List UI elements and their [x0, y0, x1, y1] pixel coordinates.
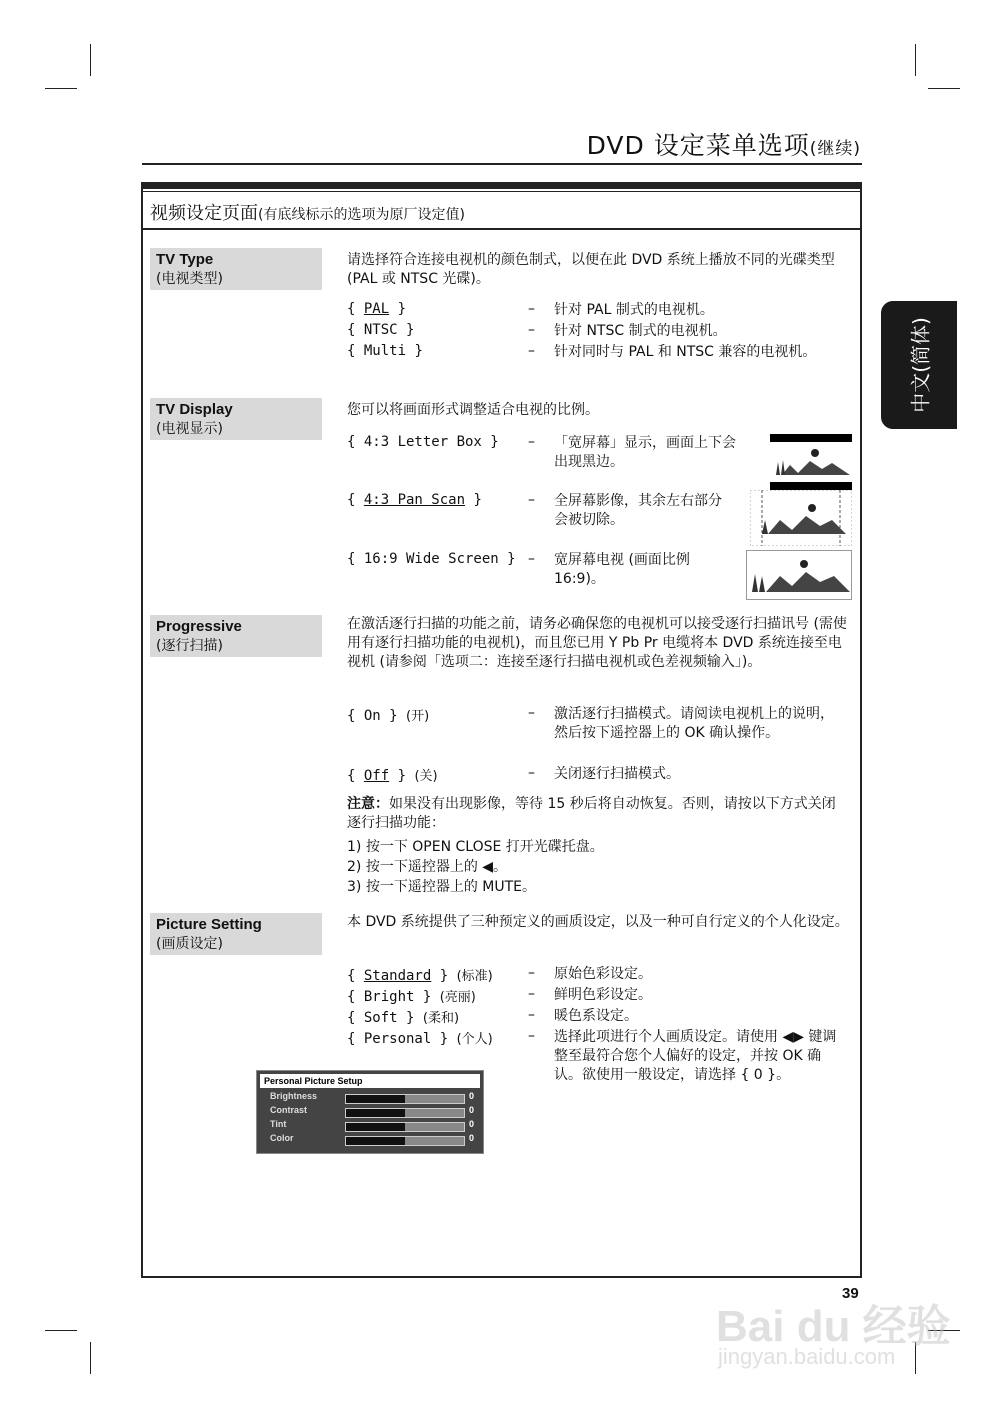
tv-display-option-letterbox-desc: 「宽屏幕」显示，画面上下会出现黑边。: [554, 435, 736, 470]
dash: –: [528, 492, 535, 508]
progressive-option-off: { Off } (关): [347, 768, 438, 784]
panel-row-value: 0: [469, 1105, 475, 1115]
level-fill: [346, 1109, 405, 1117]
picture-setting-label-cn: (画质设定): [156, 936, 223, 952]
personal-picture-setup-panel: [256, 1070, 484, 1154]
tv-type-option-multi: { Multi }: [347, 343, 423, 359]
dash: –: [528, 765, 535, 781]
dash: –: [528, 343, 535, 359]
dash: –: [528, 301, 535, 317]
page-number: 39: [842, 1285, 859, 1302]
dash: –: [528, 1007, 535, 1023]
level-fill: [346, 1137, 405, 1145]
level-bar: [345, 1094, 465, 1104]
section-subtitle: (有底线标示的选项为原厂设定值): [258, 207, 465, 223]
picture-setting-description: 本 DVD 系统提供了三种预定义的画质设定，以及一种可自行定义的个人化设定。: [347, 914, 849, 930]
frame-top-bar: [143, 184, 860, 189]
picture-option-standard-desc: 原始色彩设定。: [554, 966, 652, 982]
crop-mark: [45, 88, 77, 89]
picture-option-personal-desc: 选择此项进行个人画质设定。请使用 ◀▶ 键调整至最符合您个人偏好的设定，并按 OK 确认。欲使用一般设定，请选择 { 0 }。: [554, 1029, 837, 1083]
step-item: 2) 按一下遥控器上的 ◀。: [347, 859, 508, 875]
language-tab: [881, 301, 957, 429]
panel-row-label: Contrast: [270, 1105, 308, 1115]
level-bar: [345, 1108, 465, 1118]
crop-mark: [45, 1330, 77, 1331]
tv-type-option-pal-desc: 针对 PAL 制式的电视机。: [554, 302, 714, 318]
progressive-note: [347, 795, 847, 833]
progressive-option-on-desc: 激活逐行扫描模式。请阅读电视机上的说明，然后按下遥控器上的 OK 确认操作。: [554, 706, 834, 741]
letterbox-illustration: [770, 432, 852, 492]
watermark-brand: Bai du 经验: [716, 1302, 951, 1351]
tv-type-option-ntsc: { NTSC }: [347, 322, 415, 338]
level-bar: [345, 1122, 465, 1132]
dash: –: [528, 986, 535, 1002]
page-title-main: DVD 设定菜单选项: [586, 131, 810, 160]
progressive-option-on: { On } (开): [347, 708, 430, 724]
watermark-url: jingyan.baidu.com: [718, 1344, 896, 1369]
panel-row-brightness: [257, 1091, 483, 1105]
picture-setting-label-en: Picture Setting: [156, 916, 262, 933]
tv-display-option-panscan: { 4:3 Pan Scan }: [347, 492, 482, 508]
picture-setting-label: [150, 913, 322, 955]
panscan-illustration: [750, 490, 852, 546]
panel-row-value: 0: [469, 1091, 475, 1101]
tv-display-label-cn: (电视显示): [156, 421, 223, 437]
progressive-description: 在激活逐行扫描的功能之前，请务必确保您的电视机可以接受逐行扫描讯号 (需使用有逐行扫描功能的电视机)，而且您已用 Y Pb Pr 电缆将本 DVD 系统连接至电视机 (请参阅「选项二：连接至逐行扫描电视机或色差视频输入」)。: [347, 616, 847, 670]
picture-option-bright: { Bright } (亮丽): [347, 989, 476, 1005]
picture-option-personal: { Personal } (个人): [347, 1031, 493, 1047]
progressive-steps: [347, 837, 604, 897]
tv-display-label-en: TV Display: [156, 401, 233, 418]
level-bar: [345, 1136, 465, 1146]
panel-row-value: 0: [469, 1119, 475, 1129]
language-tab-label: 中文(简体): [908, 317, 933, 413]
tv-type-option-multi-desc: 针对同时与 PAL 和 NTSC 兼容的电视机。: [554, 344, 817, 360]
crop-mark: [90, 44, 91, 76]
panel-row-label: Tint: [270, 1119, 287, 1129]
step-item: 1) 按一下 OPEN CLOSE 打开光碟托盘。: [347, 839, 604, 855]
tv-display-option-letterbox: { 4:3 Letter Box }: [347, 434, 499, 450]
panel-row-label: Brightness: [270, 1091, 318, 1101]
panel-title: Personal Picture Setup: [260, 1074, 480, 1088]
progressive-label-en: Progressive: [156, 618, 242, 635]
progressive-option-off-desc: 关闭逐行扫描模式。: [554, 766, 680, 782]
section-title: 视频设定页面: [150, 203, 258, 224]
step-item: 3) 按一下遥控器上的 MUTE。: [347, 879, 536, 895]
tv-type-option-pal: { PAL }: [347, 301, 407, 317]
tv-type-label-en: TV Type: [156, 251, 214, 268]
tv-display-option-widescreen-desc: 宽屏幕电视 (画面比例 16:9)。: [554, 552, 690, 587]
crop-mark: [90, 1342, 91, 1374]
tv-display-description: 您可以将画面形式调整适合电视的比例。: [347, 402, 599, 418]
dash: –: [528, 322, 535, 338]
dash: –: [528, 705, 535, 721]
tv-type-option-ntsc-desc: 针对 NTSC 制式的电视机。: [554, 323, 727, 339]
picture-option-soft: { Soft } (柔和): [347, 1010, 460, 1026]
tv-display-option-panscan-desc: 全屏幕影像，其余左右部分会被切除。: [554, 493, 722, 528]
crop-mark: [928, 88, 960, 89]
panel-row-label: Color: [270, 1133, 294, 1143]
dash: –: [528, 1028, 535, 1044]
progressive-label-cn: (逐行扫描): [156, 638, 223, 654]
tv-type-description: 请选择符合连接电视机的颜色制式，以便在此 DVD 系统上播放不同的光碟类型 (PAL 或 NTSC 光碟)。: [347, 252, 835, 287]
title-rule: [142, 163, 862, 165]
note-text: 如果没有出现影像，等待 15 秒后将自动恢复。否则，请按以下方式关闭逐行扫描功能：: [347, 796, 836, 831]
tv-display-option-widescreen: { 16:9 Wide Screen }: [347, 551, 516, 567]
dash: –: [528, 434, 535, 450]
panel-row-value: 0: [469, 1133, 475, 1143]
picture-option-bright-desc: 鲜明色彩设定。: [554, 987, 652, 1003]
panel-row-color: [257, 1133, 483, 1147]
tv-type-label-cn: (电视类型): [156, 271, 223, 287]
section-header: [143, 191, 860, 230]
panel-row-contrast: [257, 1105, 483, 1119]
tv-display-label: [150, 398, 322, 440]
level-fill: [346, 1123, 405, 1131]
picture-option-soft-desc: 暖色系设定。: [554, 1008, 638, 1024]
crop-mark: [915, 44, 916, 76]
widescreen-illustration: [746, 550, 852, 600]
note-label: 注意：: [347, 796, 389, 812]
panel-row-tint: [257, 1119, 483, 1133]
dash: –: [528, 965, 535, 981]
picture-option-standard: { Standard } (标准): [347, 968, 493, 984]
page-title: [587, 126, 861, 162]
baidu-watermark: [708, 1282, 951, 1382]
tv-type-label: [150, 248, 322, 290]
page-title-suffix: (继续): [809, 139, 861, 159]
dash: –: [528, 551, 535, 567]
progressive-label: [150, 615, 322, 657]
level-fill: [346, 1095, 405, 1103]
